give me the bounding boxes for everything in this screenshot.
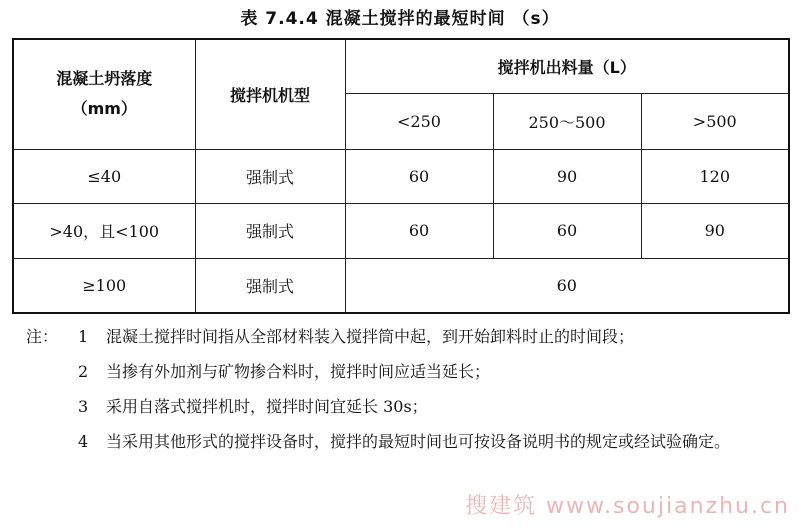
row-value-merged: 60 — [345, 258, 789, 313]
row-slump: ≤40 — [13, 149, 195, 203]
table-row — [13, 258, 789, 313]
header-col-lt250: <250 — [345, 93, 493, 149]
row-type: 强制式 — [195, 203, 345, 258]
note-text: 采用自落式搅拌机时，搅拌时间宜延长 30s； — [106, 397, 428, 416]
row-value: 90 — [641, 203, 789, 258]
table-title: 表 7.4.4 混凝土搅拌的最短时间 （s） — [240, 9, 560, 29]
header-output: 搅拌机出料量（L） — [345, 39, 789, 93]
row-value: 60 — [493, 203, 641, 258]
note-number: 1 — [78, 327, 89, 346]
note-number: 3 — [78, 397, 89, 416]
row-value: 60 — [345, 203, 493, 258]
table-row — [13, 203, 789, 258]
row-type: 强制式 — [195, 149, 345, 203]
row-value: 120 — [641, 149, 789, 203]
row-type: 强制式 — [195, 258, 345, 313]
note-number: 4 — [78, 432, 89, 451]
header-mixer-type: 搅拌机机型 — [195, 39, 345, 149]
note-text: 当采用其他形式的搅拌设备时，搅拌的最短时间也可按设备说明书的规定或经试验确定。 — [106, 432, 731, 451]
note-item — [26, 359, 800, 385]
notes-prefix: 注： — [26, 327, 59, 346]
header-col-gt500: >500 — [641, 93, 789, 149]
mixing-time-table — [12, 38, 790, 314]
note-item — [26, 324, 800, 350]
note-text: 混凝土搅拌时间指从全部材料装入搅拌筒中起，到开始卸料时止的时间段； — [106, 327, 635, 346]
row-slump: ≥100 — [13, 258, 195, 313]
row-value: 90 — [493, 149, 641, 203]
row-slump: >40，且<100 — [13, 203, 195, 258]
note-number: 2 — [78, 362, 89, 381]
watermark: 搜建筑 www.soujianzhu.cn — [465, 494, 790, 519]
header-slump-unit: （mm） — [71, 99, 137, 119]
note-item — [26, 429, 800, 455]
table-row — [13, 149, 789, 203]
notes — [26, 324, 800, 464]
header-col-250-500: 250～500 — [493, 93, 641, 149]
header-slump-label: 混凝土坍落度 — [56, 69, 153, 89]
row-value: 60 — [345, 149, 493, 203]
header-slump — [13, 39, 195, 149]
note-text: 当掺有外加剂与矿物掺合料时，搅拌时间应适当延长； — [106, 362, 491, 381]
note-item — [26, 394, 800, 420]
